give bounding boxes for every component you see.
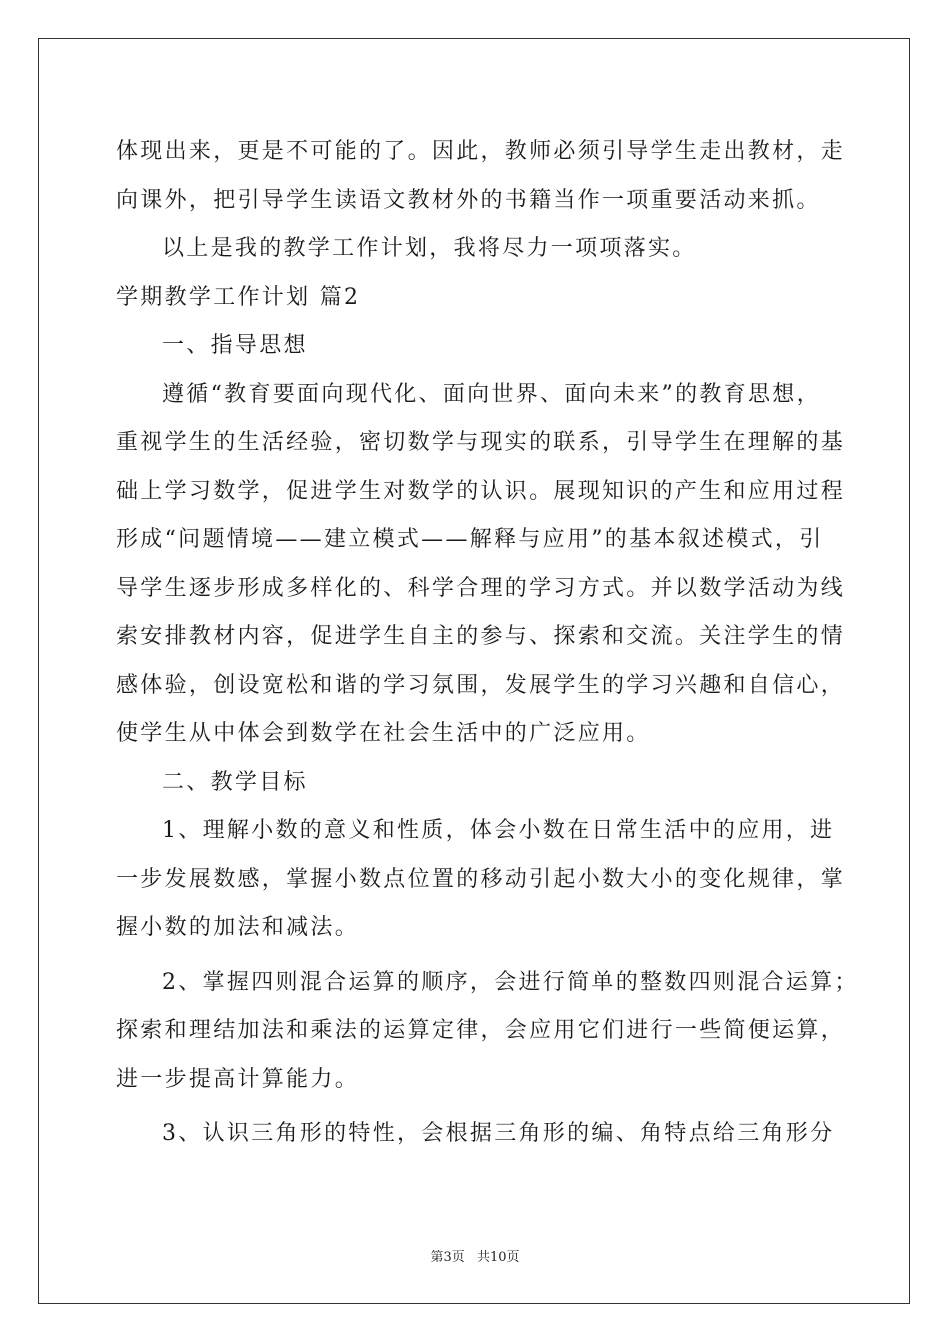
body-line: 导学生逐步形成多样化的、科学合理的学习方式。并以数学活动为线: [116, 575, 846, 601]
body-line: 使学生从中体会到数学在社会生活中的广泛应用。: [116, 721, 651, 746]
body-line: 向课外，把引导学生读语文教材外的书籍当作一项重要活动来抓。: [116, 187, 821, 213]
body-line: 重视学生的生活经验，密切数学与现实的联系，引导学生在理解的基: [116, 430, 846, 455]
section-title: 学期教学工作计划 篇2: [116, 284, 361, 310]
page-number: 第3页: [430, 1250, 465, 1265]
body-line: 2、掌握四则混合运算的顺序，会进行简单的整数四则混合运算；: [162, 969, 859, 995]
body-line: 3、认识三角形的特性，会根据三角形的编、角特点给三角形分: [162, 1121, 835, 1146]
body-line: 探索和理结加法和乘法的运算定律，会应用它们进行一些简便运算，: [116, 1018, 846, 1043]
page-footer: [0, 1246, 950, 1265]
body-line: 握小数的加法和减法。: [116, 915, 360, 940]
page-total: 共10页: [476, 1250, 520, 1265]
body-line: 感体验，创设宽松和谐的学习氛围，发展学生的学习兴趣和自信心，: [116, 672, 846, 698]
body-line: 一步发展数感，掌握小数点位置的移动引起小数大小的变化规律，掌: [116, 866, 846, 892]
document-body: [116, 128, 859, 1159]
body-line: 形成“问题情境——建立模式——解释与应用”的基本叙述模式，引: [116, 527, 824, 552]
body-line: 1、理解小数的意义和性质，体会小数在日常生活中的应用，进: [162, 818, 835, 843]
body-line: 进一步提高计算能力。: [116, 1066, 360, 1092]
body-line: 索安排教材内容，促进学生自主的参与、探索和交流。关注学生的情: [116, 624, 846, 649]
body-line: 础上学习数学，促进学生对数学的认识。展现知识的产生和应用过程: [116, 478, 846, 504]
section-heading: 二、教学目标: [162, 769, 308, 795]
section-heading: 一、指导思想: [162, 333, 308, 358]
body-line: 以上是我的教学工作计划，我将尽力一项项落实。: [162, 236, 697, 261]
body-line: 体现出来，更是不可能的了。因此，教师必须引导学生走出教材，走: [116, 139, 846, 164]
body-line: 遵循“教育要面向现代化、面向世界、面向未来”的教育思想，: [162, 381, 821, 407]
